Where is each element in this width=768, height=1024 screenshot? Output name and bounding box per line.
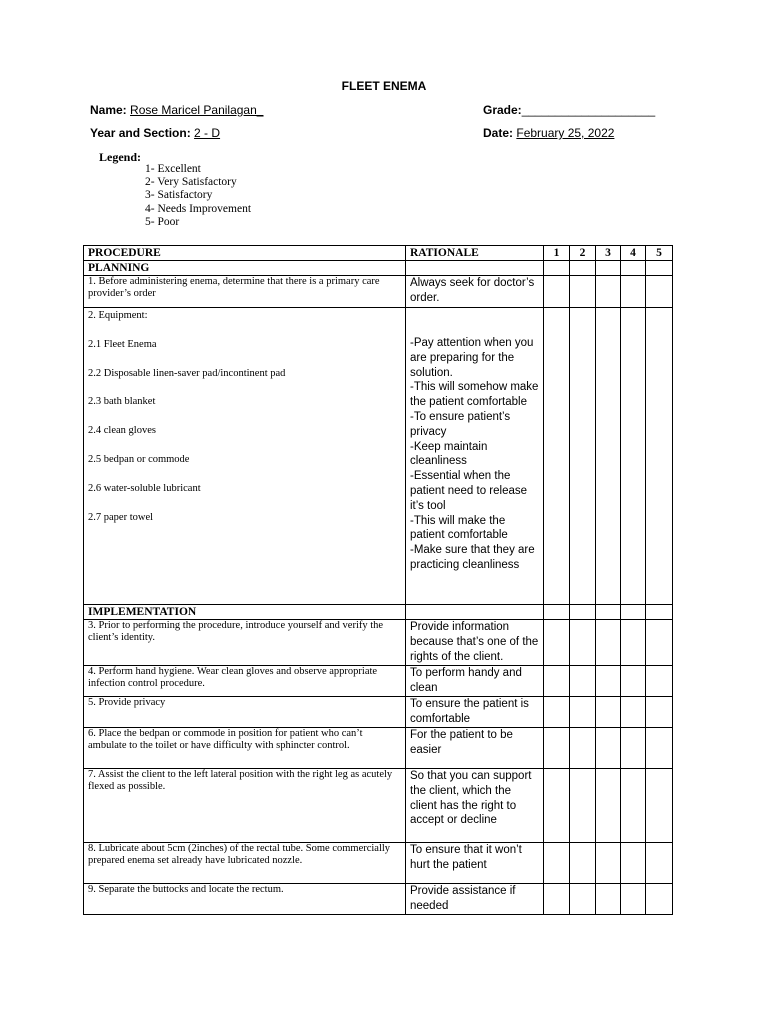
equipment-item: 2.4 clean gloves [88,425,156,437]
rationale-cell: For the patient to be easier [406,728,544,769]
score-cell[interactable] [544,620,570,666]
score-cell[interactable] [544,666,570,697]
table-header-row [84,246,673,261]
score-cell[interactable] [596,728,621,769]
score-cell[interactable] [646,276,673,308]
score-cell[interactable] [544,769,570,843]
score-cell[interactable] [646,308,673,605]
name-value: Rose Maricel Panilagan_ [130,103,264,117]
score-cell[interactable] [544,843,570,884]
table-row [84,769,673,843]
score-header-3: 3 [596,246,621,261]
score-cell[interactable] [621,666,646,697]
year-section-value: 2 - D [194,126,221,140]
score-cell[interactable] [544,697,570,728]
score-cell[interactable] [570,884,596,915]
score-cell[interactable] [621,843,646,884]
date-line [483,126,614,140]
section-row-planning [84,261,673,276]
procedure-header: PROCEDURE [84,246,406,261]
score-cell[interactable] [544,728,570,769]
rationale-cell: To ensure that it won’t hurt the patient [406,843,544,884]
equipment-title: 2. Equipment: [88,310,148,321]
procedure-cell: 8. Lubricate about 5cm (2inches) of the rectal tube. Some commercially prepared enema set already have lubricated nozzle. [84,843,406,884]
score-cell[interactable] [646,843,673,884]
score-cell[interactable] [646,620,673,666]
equipment-item: 2.6 water-soluble lubricant [88,482,201,494]
score-cell[interactable] [570,843,596,884]
score-cell[interactable] [621,308,646,605]
equipment-item: 2.5 bedpan or commode [88,453,190,465]
legend-item: 5- Poor [145,215,180,228]
score-cell[interactable] [544,276,570,308]
legend-item: 1- Excellent [145,163,201,175]
legend-item: 4- Needs Improvement [145,202,252,215]
score-cell[interactable] [646,884,673,915]
score-cell[interactable] [596,276,621,308]
score-cell[interactable] [596,308,621,605]
year-section-line [90,126,220,140]
score-cell[interactable] [570,666,596,697]
legend-item: 2- Very Satisfactory [145,176,237,189]
score-cell[interactable] [544,308,570,605]
date-value: February 25, 2022 [516,126,615,140]
score-cell[interactable] [596,666,621,697]
score-cell[interactable] [570,620,596,666]
score-cell[interactable] [570,308,596,605]
score-header-5: 5 [646,246,673,261]
procedure-cell: 3. Prior to performing the procedure, introduce yourself and verify the client’s identity. [84,620,406,666]
score-cell[interactable] [596,884,621,915]
name-line [90,103,263,117]
table-row [84,697,673,728]
score-cell[interactable] [570,769,596,843]
section-label-implementation: IMPLEMENTATION [84,605,406,620]
legend-list [145,163,251,229]
score-cell[interactable] [570,276,596,308]
score-cell[interactable] [596,769,621,843]
score-header-4: 4 [621,246,646,261]
year-section-label: Year and Section: [90,126,191,140]
score-cell[interactable] [621,620,646,666]
rationale-header: RATIONALE [406,246,544,261]
date-label: Date: [483,126,514,140]
procedure-cell: 6. Place the bedpan or commode in position for patient who can’t ambulate to the toilet or have difficulty with sphincter control. [84,728,406,769]
score-cell[interactable] [596,697,621,728]
score-cell[interactable] [570,697,596,728]
procedure-cell: 4. Perform hand hygiene. Wear clean gloves and observe appropriate infection control procedure. [84,666,406,697]
grade-line [483,103,655,117]
table-row [84,843,673,884]
rationale-cell: Provide assistance if needed [406,884,544,915]
score-cell[interactable] [646,666,673,697]
equipment-item: 2.3 bath blanket [88,396,156,408]
equipment-rationale: -Pay attention when you are preparing for the solution. -This will somehow make the patient comfortable -To ensure patient’s privacy -Keep maintain cleanliness -Essential when the patient need to release it’s tool -This will make the patient comfortable -Make sure that they are practicing cleanliness [406,308,544,605]
score-cell[interactable] [596,620,621,666]
table-row [84,620,673,666]
evaluation-table [83,245,673,915]
procedure-cell: 1. Before administering enema, determine that there is a primary care provider’s order [84,276,406,308]
equipment-cell [84,308,406,605]
table-row [84,728,673,769]
score-cell[interactable] [621,697,646,728]
name-label: Name: [90,103,127,117]
score-cell[interactable] [621,884,646,915]
section-row-implementation [84,605,673,620]
equipment-item: 2.7 paper towel [88,511,154,523]
procedure-cell: 9. Separate the buttocks and locate the rectum. [84,884,406,915]
grade-value: ____________________ [521,103,656,117]
rationale-cell: Provide information because that’s one of the rights of the client. [406,620,544,666]
equipment-item: 2.1 Fleet Enema [88,338,157,350]
score-cell[interactable] [596,843,621,884]
score-cell[interactable] [621,769,646,843]
procedure-cell: 5. Provide privacy [84,697,406,728]
rationale-cell: To perform handy and clean [406,666,544,697]
procedure-cell: 7. Assist the client to the left lateral position with the right leg as acutely flexed as possible. [84,769,406,843]
score-cell[interactable] [544,884,570,915]
table-row [84,276,673,308]
rationale-cell: Always seek for doctor’s order. [406,276,544,308]
score-header-2: 2 [570,246,596,261]
document-title: FLEET ENEMA [341,79,427,93]
table-row-equipment [84,308,673,605]
section-label-planning: PLANNING [84,261,406,276]
table-row [84,666,673,697]
equipment-item: 2.2 Disposable linen-saver pad/incontinent pad [88,367,286,379]
legend-title: Legend: [99,150,141,164]
table-row [84,884,673,915]
rationale-cell: To ensure the patient is comfortable [406,697,544,728]
legend-item: 3- Satisfactory [145,189,213,202]
score-header-1: 1 [544,246,570,261]
score-cell[interactable] [646,697,673,728]
score-cell[interactable] [646,769,673,843]
score-cell[interactable] [570,728,596,769]
rationale-cell: So that you can support the client, which the client has the right to accept or decline [406,769,544,843]
score-cell[interactable] [646,728,673,769]
grade-label: Grade: [483,103,522,117]
score-cell[interactable] [621,276,646,308]
score-cell[interactable] [621,728,646,769]
